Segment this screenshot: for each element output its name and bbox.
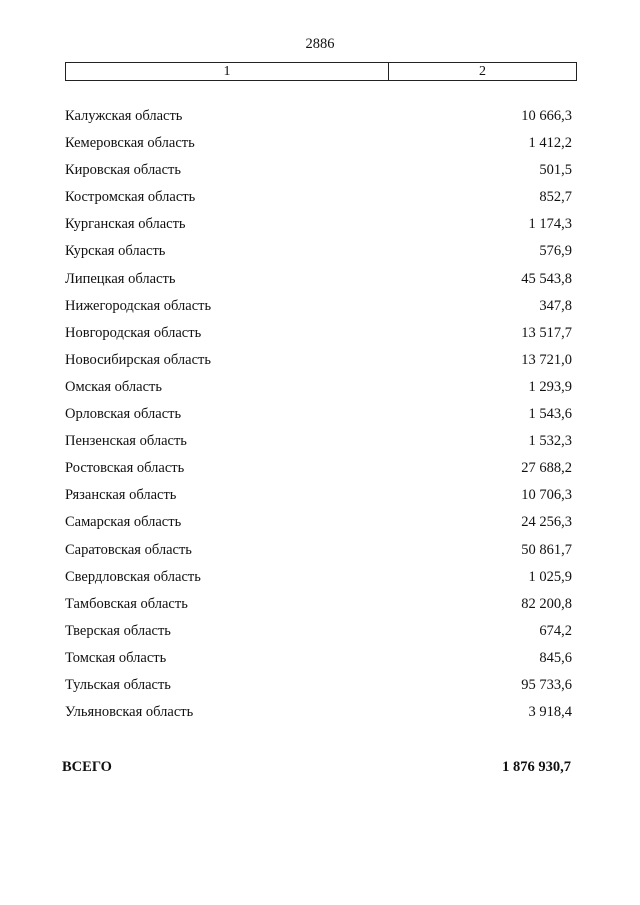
region-name: Томская область bbox=[65, 649, 167, 666]
region-name: Новосибирская область bbox=[65, 351, 211, 368]
region-value: 1 174,3 bbox=[528, 216, 572, 233]
region-name: Ростовская область bbox=[65, 460, 185, 477]
region-name: Курская область bbox=[65, 243, 166, 260]
table-row bbox=[0, 133, 640, 160]
region-value: 845,6 bbox=[539, 649, 572, 666]
region-name: Омская область bbox=[65, 378, 162, 395]
region-name: Костромская область bbox=[65, 189, 196, 206]
region-name: Курганская область bbox=[65, 216, 186, 233]
table-row bbox=[0, 296, 640, 323]
table-row bbox=[0, 512, 640, 539]
region-name: Калужская область bbox=[65, 108, 183, 124]
region-value: 82 200,8 bbox=[521, 595, 572, 612]
table-row bbox=[0, 458, 640, 485]
region-value: 10 706,3 bbox=[521, 487, 572, 504]
region-name: Кировская область bbox=[65, 162, 182, 179]
page-number: 2886 bbox=[305, 36, 335, 52]
region-value: 13 721,0 bbox=[521, 351, 572, 368]
table-row bbox=[0, 160, 640, 187]
table-row bbox=[0, 675, 640, 702]
table-row bbox=[0, 404, 640, 431]
total-value: 1 876 930,7 bbox=[502, 759, 571, 775]
region-name: Липецкая область bbox=[65, 270, 176, 287]
region-value: 1 293,9 bbox=[528, 378, 572, 395]
table-row bbox=[0, 431, 640, 458]
region-value: 45 543,8 bbox=[521, 270, 572, 287]
total-label: ВСЕГО bbox=[62, 759, 112, 775]
region-name: Самарская область bbox=[65, 514, 182, 531]
table-row bbox=[0, 214, 640, 241]
table-row bbox=[0, 241, 640, 268]
table-row bbox=[0, 106, 640, 133]
region-name: Тамбовская область bbox=[65, 595, 188, 612]
region-name: Саратовская область bbox=[65, 541, 192, 558]
region-name: Нижегородская область bbox=[65, 297, 212, 314]
region-value: 852,7 bbox=[539, 189, 572, 206]
region-name: Рязанская область bbox=[65, 487, 177, 504]
table-row bbox=[0, 540, 640, 567]
region-name: Орловская область bbox=[65, 406, 182, 423]
table-row bbox=[0, 702, 640, 729]
region-name: Новгородская область bbox=[65, 324, 202, 341]
region-value: 1 532,3 bbox=[528, 433, 572, 450]
region-value: 576,9 bbox=[539, 243, 572, 260]
region-value: 24 256,3 bbox=[521, 514, 572, 531]
region-value: 95 733,6 bbox=[521, 676, 572, 693]
table-row bbox=[0, 648, 640, 675]
region-name: Свердловская область bbox=[65, 568, 201, 585]
region-value: 50 861,7 bbox=[521, 541, 572, 558]
region-name: Ульяновская область bbox=[65, 704, 194, 721]
region-name: Кемеровская область bbox=[65, 135, 195, 152]
table-row bbox=[0, 594, 640, 621]
table-row bbox=[0, 567, 640, 594]
region-value: 347,8 bbox=[539, 297, 572, 314]
table-row bbox=[0, 621, 640, 648]
column-header-1: 1 bbox=[66, 63, 389, 80]
region-name: Тверская область bbox=[65, 622, 171, 639]
region-value: 10 666,3 bbox=[521, 108, 572, 124]
region-name: Пензенская область bbox=[65, 433, 187, 450]
table-header bbox=[65, 62, 577, 81]
region-value: 13 517,7 bbox=[521, 324, 572, 341]
column-header-2: 2 bbox=[479, 64, 486, 79]
table-row bbox=[0, 377, 640, 404]
region-value: 1 543,6 bbox=[528, 406, 572, 423]
table-row bbox=[0, 269, 640, 296]
region-value: 501,5 bbox=[539, 162, 572, 179]
region-value: 1 412,2 bbox=[528, 135, 572, 152]
table-row bbox=[0, 187, 640, 214]
total-row bbox=[0, 757, 640, 779]
region-value: 3 918,4 bbox=[528, 704, 572, 721]
region-table bbox=[0, 106, 640, 729]
region-value: 674,2 bbox=[539, 622, 572, 639]
region-name: Тульская область bbox=[65, 676, 171, 693]
table-row bbox=[0, 323, 640, 350]
table-row bbox=[0, 350, 640, 377]
region-value: 27 688,2 bbox=[521, 460, 572, 477]
region-value: 1 025,9 bbox=[528, 568, 572, 585]
table-row bbox=[0, 485, 640, 512]
